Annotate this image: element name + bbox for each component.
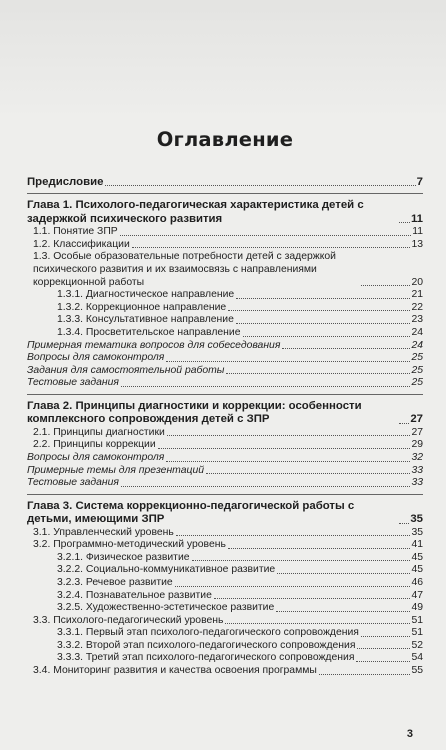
toc-entry	[27, 465, 423, 478]
toc-page-number: 25	[411, 352, 423, 364]
dot-leader	[276, 610, 410, 612]
divider	[27, 193, 423, 194]
toc-page-number: 45	[411, 564, 423, 576]
toc-entry-text: Примерная тематика вопросов для собеседования	[27, 339, 281, 351]
toc-page-number: 23	[411, 314, 423, 326]
toc-page-number: 11	[412, 226, 423, 238]
dot-leader	[121, 485, 410, 487]
toc-entry-text: 3.2.2. Социально-коммуникативное развитие	[57, 564, 276, 576]
toc-entry-text: 3.2. Программно-методический уровень	[33, 539, 226, 551]
toc-entry-text: 1.3.4. Просветительское направление	[57, 326, 241, 338]
page-number: 3	[406, 728, 413, 740]
dot-leader	[226, 372, 410, 374]
toc-entry-text: 3.2.5. Художественно-эстетическое развитие	[57, 602, 275, 614]
toc-page-number: 45	[411, 551, 423, 563]
dot-leader	[192, 559, 411, 561]
toc-entry-text: Вопросы для самоконтроля	[27, 352, 165, 364]
toc-page-number: 24	[411, 339, 423, 351]
dot-leader	[166, 460, 410, 462]
dot-leader	[399, 221, 410, 223]
dot-leader	[214, 597, 411, 599]
toc-page-number: 11	[410, 212, 423, 225]
toc-page-number: 49	[411, 602, 423, 614]
dot-leader	[228, 309, 410, 311]
table-of-contents	[27, 176, 423, 678]
toc-entry-text: 3.2.4. Познавательное развитие	[57, 589, 212, 601]
toc-entry	[27, 340, 423, 353]
dot-leader	[277, 572, 410, 574]
divider	[27, 394, 423, 395]
toc-entry-text: Глава 2. Принципы диагностики и коррекции: особенности комплексного сопровождения детей с ЗПР	[27, 399, 362, 426]
dot-leader	[225, 622, 410, 624]
page-title: Оглавление	[156, 128, 294, 151]
dot-leader	[176, 534, 411, 536]
toc-entry-text: 1.3. Особые образовательные потребности детей с задержкой психического развития и их взаимосвязь с направлениями коррекционной работы	[33, 251, 336, 288]
toc-page-number: 35	[410, 513, 423, 526]
toc-page-number: 33	[411, 464, 423, 476]
toc-entry	[27, 327, 423, 340]
toc-entry-text: 3.4. Мониторинг развития и качества освоения программы	[33, 665, 317, 677]
toc-entry-text: 3.2.3. Речевое развитие	[57, 576, 173, 588]
toc-entry-text: 1.3.3. Консультативное направление	[57, 314, 234, 326]
toc-entry	[27, 239, 423, 252]
dot-leader	[319, 673, 411, 675]
toc-entry	[27, 251, 423, 289]
dot-leader	[121, 385, 410, 387]
toc-entry-text: 1.3.1. Диагностическое направление	[57, 289, 235, 301]
toc-entry-text: 1.1. Понятие ЗПР	[33, 226, 118, 238]
toc-entry-text: Глава 1. Психолого-педагогическая характеристика детей с задержкой психического развития	[27, 199, 364, 225]
toc-entry-text: Примерные темы для презентаций	[27, 464, 204, 476]
toc-entry	[27, 627, 423, 640]
toc-page-number: 51	[411, 627, 423, 639]
dot-leader	[236, 322, 411, 324]
toc-entry-text: 3.3.2. Второй этап психолого-педагогического сопровождения	[57, 639, 356, 651]
dot-leader	[206, 472, 410, 474]
dot-leader	[120, 234, 411, 236]
dot-leader	[166, 360, 410, 362]
toc-entry	[27, 652, 423, 665]
toc-chapter-heading	[27, 500, 423, 527]
toc-chapter-heading	[27, 199, 423, 226]
dot-leader	[243, 335, 411, 337]
toc-page-number: 46	[411, 576, 423, 588]
toc-entry	[27, 365, 423, 378]
toc-page-number: 51	[411, 614, 423, 626]
toc-entry-text: Предисловие	[27, 176, 104, 188]
toc-entry	[27, 577, 423, 590]
dot-leader	[132, 246, 411, 248]
toc-entry	[27, 377, 423, 390]
toc-entry	[27, 602, 423, 615]
divider	[27, 494, 423, 495]
toc-entry-text: 3.2.1. Физическое развитие	[57, 551, 190, 563]
toc-entry	[27, 539, 423, 552]
toc-page-number: 54	[411, 652, 423, 664]
toc-page-number: 13	[411, 238, 423, 250]
toc-entry-text: 3.3.3. Третий этап психолого-педагогического сопровождения	[57, 652, 355, 664]
toc-entry	[27, 352, 423, 365]
toc-page-number: 22	[411, 301, 423, 313]
toc-entry	[27, 527, 423, 540]
toc-entry-text: Глава 3. Система коррекционно-педагогической работы с детьми, имеющими ЗПР	[27, 499, 355, 526]
toc-page-number: 29	[411, 439, 423, 451]
toc-entry	[27, 439, 423, 452]
toc-entry	[27, 564, 423, 577]
dot-leader	[282, 347, 410, 349]
toc-entry-text: Задания для самостоятельной работы	[27, 364, 225, 376]
toc-entry-text: 1.2. Классификации	[33, 238, 130, 250]
toc-entry-text: 3.3.1. Первый этап психолого-педагогического сопровождения	[57, 627, 359, 639]
toc-page-number: 33	[411, 477, 423, 489]
toc-entry-text: 1.3.2. Коррекционное направление	[57, 301, 227, 313]
toc-entry	[27, 289, 423, 302]
dot-leader	[175, 585, 411, 587]
toc-page-number: 25	[411, 377, 423, 389]
dot-leader	[228, 547, 411, 549]
toc-entry-text: Вопросы для самоконтроля	[27, 451, 165, 463]
toc-entry	[27, 427, 423, 440]
dot-leader	[158, 447, 411, 449]
book-page	[27, 0, 423, 750]
toc-entry-preface	[27, 176, 423, 189]
toc-page-number: 27	[410, 413, 423, 426]
dot-leader	[357, 647, 410, 649]
toc-entry	[27, 226, 423, 239]
toc-page-number: 41	[411, 539, 423, 551]
toc-entry	[27, 590, 423, 603]
dot-leader	[361, 284, 410, 286]
toc-entry	[27, 477, 423, 490]
toc-page-number: 24	[411, 326, 423, 338]
toc-entry	[27, 302, 423, 315]
dot-leader	[399, 522, 409, 524]
toc-entry	[27, 452, 423, 465]
toc-page-number: 35	[411, 526, 423, 538]
toc-entry	[27, 615, 423, 628]
toc-entry-text: 2.2. Принципы коррекции	[33, 439, 156, 451]
dot-leader	[399, 422, 409, 424]
toc-entry-text: Тестовые задания	[27, 377, 119, 389]
toc-entry-text: 3.3. Психолого-педагогический уровень	[33, 614, 224, 626]
dot-leader	[167, 434, 411, 436]
toc-page-number: 20	[411, 276, 423, 288]
toc-chapter-heading	[27, 400, 423, 427]
toc-entry	[27, 552, 423, 565]
dot-leader	[236, 297, 410, 299]
toc-entry	[27, 665, 423, 678]
dot-leader	[361, 635, 411, 637]
toc-page-number: 7	[416, 176, 423, 188]
toc-page-number: 21	[411, 289, 423, 301]
dot-leader	[356, 660, 410, 662]
toc-page-number: 52	[411, 639, 423, 651]
toc-entry-text: Тестовые задания	[27, 477, 119, 489]
toc-entry-text: 2.1. Принципы диагностики	[33, 426, 165, 438]
toc-page-number: 25	[411, 364, 423, 376]
toc-entry	[27, 314, 423, 327]
toc-page-number: 55	[411, 665, 423, 677]
toc-page-number: 47	[411, 589, 423, 601]
toc-page-number: 32	[411, 451, 423, 463]
toc-entry-text: 3.1. Управленческий уровень	[33, 526, 174, 538]
toc-page-number: 27	[411, 426, 423, 438]
toc-entry	[27, 640, 423, 653]
dot-leader	[105, 184, 415, 186]
